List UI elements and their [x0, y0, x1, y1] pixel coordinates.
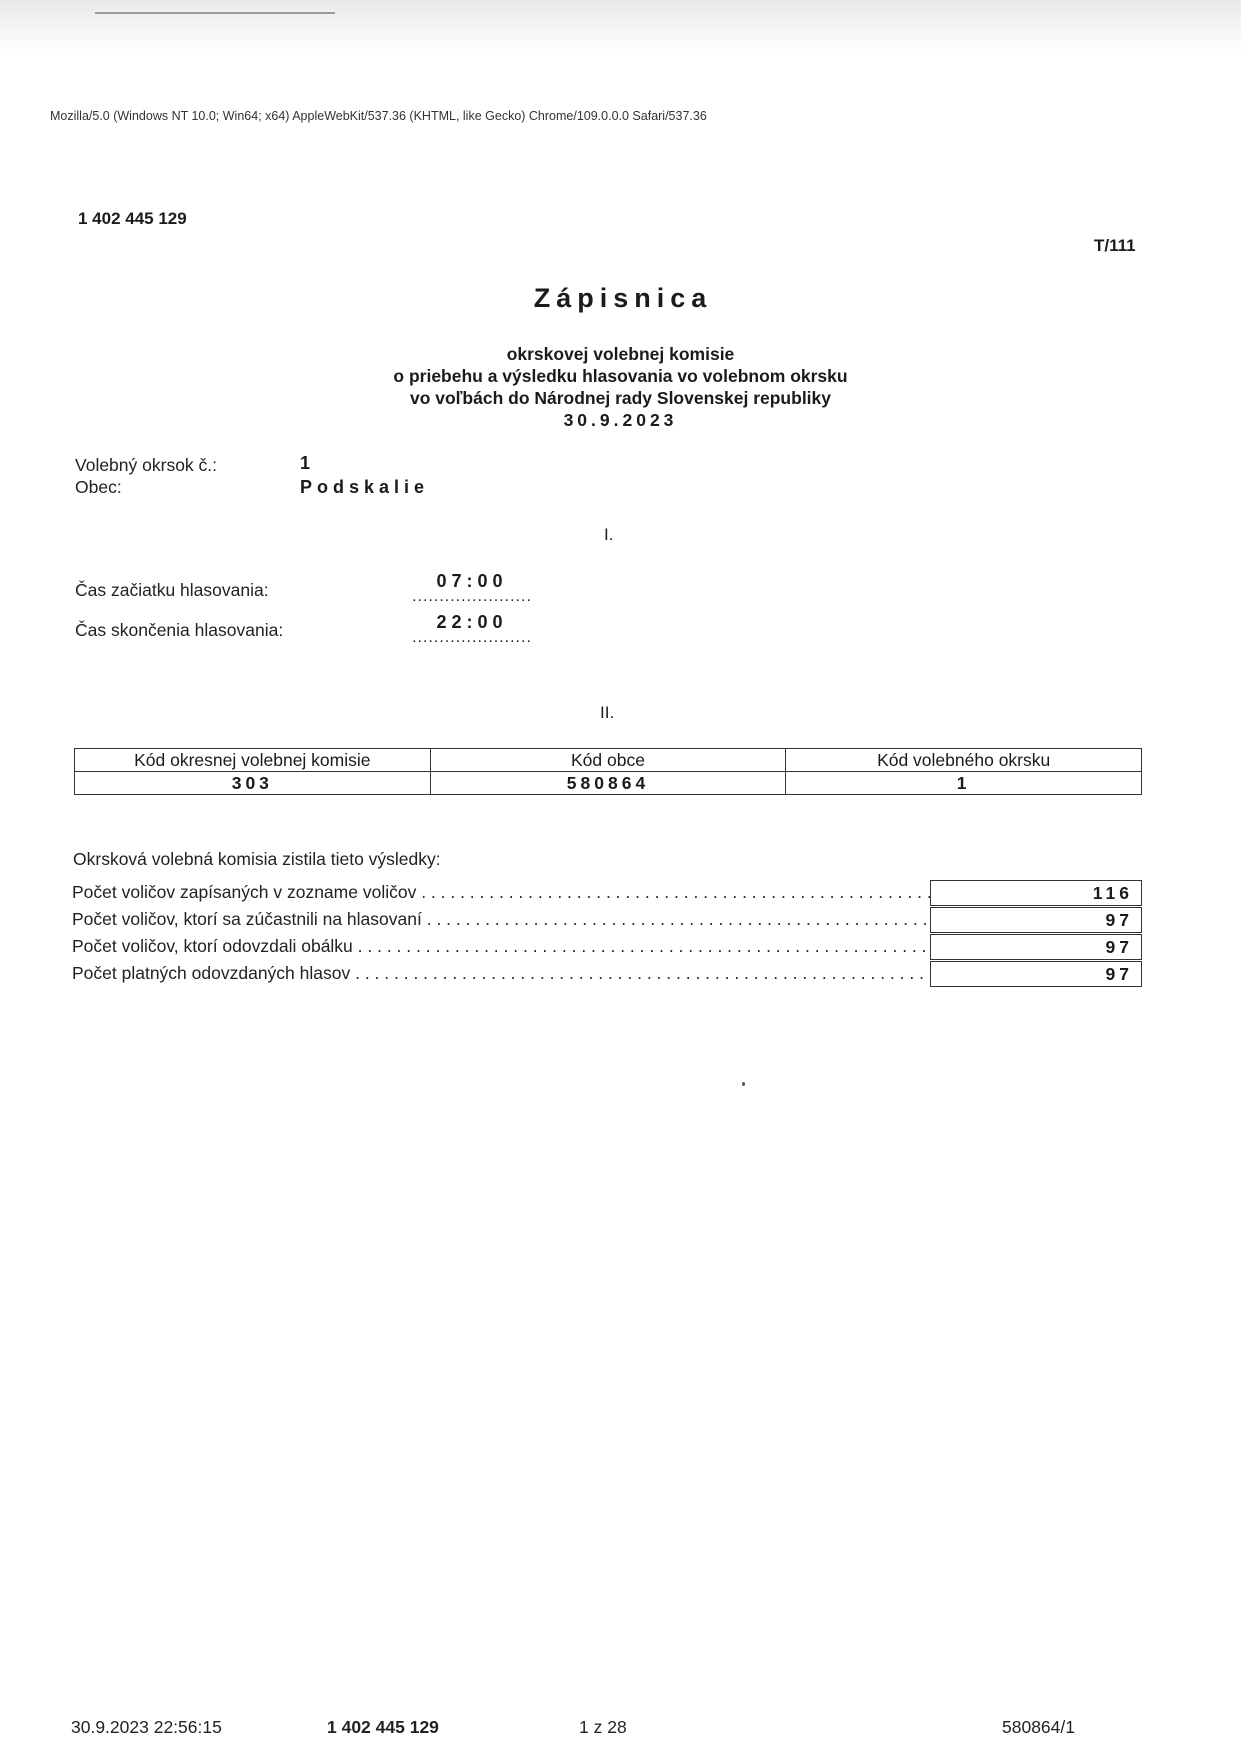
result-value: 97	[930, 934, 1142, 960]
scan-shadow	[0, 0, 1241, 58]
section-2-heading: II.	[600, 703, 615, 722]
subtitle-line-3: vo voľbách do Národnej rady Slovenskej republiky	[409, 388, 832, 408]
result-row-envelopes-submitted	[72, 934, 1142, 962]
codes-header-row	[75, 749, 1142, 772]
voting-start-field	[357, 571, 587, 605]
voting-start-label: Čas začiatku hlasovania:	[75, 580, 269, 600]
municipality-label: Obec:	[75, 477, 122, 497]
result-row-registered-voters	[72, 880, 1142, 908]
voting-end-value: 22:00	[436, 612, 508, 632]
document-subtitle	[0, 343, 1241, 431]
scan-artifact-line	[95, 12, 335, 14]
voting-district-code-header: Kód volebného okrsku	[786, 749, 1142, 772]
district-number-value: 1	[300, 453, 311, 473]
footer-page-number: 1 z 28	[579, 1717, 627, 1737]
municipality-code-value: 580864	[430, 772, 786, 795]
voting-start-value: 07:00	[436, 571, 508, 591]
municipality-code-header: Kód obce	[430, 749, 786, 772]
results-heading: Okrsková volebná komisia zistila tieto výsledky:	[73, 849, 441, 869]
result-label: Počet voličov, ktorí odovzdali obálku . . .	[72, 936, 930, 957]
district-commission-code-value: 303	[75, 772, 431, 795]
document-id: 1 402 445 129	[78, 209, 187, 228]
result-value: 97	[930, 961, 1142, 987]
browser-user-agent-header: Mozilla/5.0 (Windows NT 10.0; Win64; x64) AppleWebKit/537.36 (KHTML, like Gecko) Chrome/109.0.0.0 Safari/537.36	[50, 109, 707, 123]
footer-timestamp: 30.9.2023 22:56:15	[71, 1717, 222, 1737]
municipality-value: Podskalie	[300, 477, 430, 497]
voting-start-dots: ......................	[412, 588, 532, 605]
codes-table	[74, 748, 1142, 795]
result-value: 116	[930, 880, 1142, 906]
voting-end-label: Čas skončenia hlasovania:	[75, 620, 284, 640]
form-code: T/111	[1094, 236, 1136, 255]
voting-district-code-value: 1	[786, 772, 1142, 795]
result-label: Počet voličov, ktorí sa zúčastnili na hlasovaní . . .	[72, 909, 930, 930]
election-date: 30.9.2023	[563, 410, 678, 430]
document-title: Zápisnica	[533, 283, 713, 313]
voting-end-dots: ......................	[412, 629, 532, 646]
result-row-participating-voters	[72, 907, 1142, 935]
footer-reference: 580864/1	[1002, 1717, 1075, 1737]
result-label: Počet voličov zapísaných v zozname voličov . . .	[72, 882, 930, 903]
footer-document-id: 1 402 445 129	[327, 1717, 439, 1737]
voting-end-field	[357, 612, 587, 646]
subtitle-line-1: okrskovej volebnej komisie	[506, 344, 735, 364]
result-label: Počet platných odovzdaných hlasov . . .	[72, 963, 930, 984]
scan-speck	[742, 1082, 745, 1086]
codes-value-row	[75, 772, 1142, 795]
district-commission-code-header: Kód okresnej volebnej komisie	[75, 749, 431, 772]
result-value: 97	[930, 907, 1142, 933]
subtitle-line-2: o priebehu a výsledku hlasovania vo volebnom okrsku	[393, 366, 848, 386]
section-1-heading: I.	[604, 525, 614, 544]
district-number-label: Volebný okrsok č.:	[75, 455, 218, 475]
result-row-valid-votes	[72, 961, 1142, 989]
